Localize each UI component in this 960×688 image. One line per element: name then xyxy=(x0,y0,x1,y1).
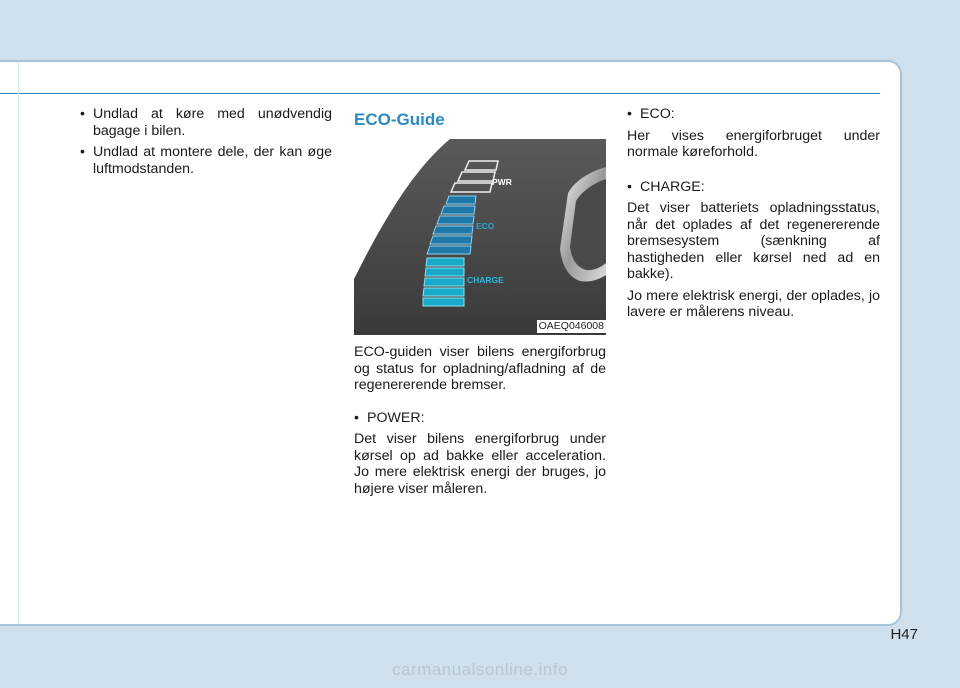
label-eco: ECO xyxy=(476,221,495,231)
manual-page xyxy=(0,60,902,626)
margin-rule xyxy=(18,62,19,624)
label-charge: CHARGE xyxy=(467,275,504,285)
header-rule xyxy=(0,93,880,94)
column-2 xyxy=(354,106,606,497)
charge-segments xyxy=(423,258,464,306)
section-title-eco-guide: ECO-Guide xyxy=(354,110,445,129)
eco-guide-gauge-illustration xyxy=(354,139,606,335)
charge-text-2: Jo mere elektrisk energi, der oplades, jo lavere er målerens niveau. xyxy=(627,287,880,320)
eco-text: Her vises energiforbruget under normale køreforhold. xyxy=(627,127,880,160)
eco-heading: • ECO: xyxy=(627,106,880,123)
bullet-air-resistance: • Undlad at montere dele, der kan øge luftmodstanden. xyxy=(80,144,332,177)
page-number: H47 xyxy=(890,626,918,643)
label-pwr: PWR xyxy=(492,177,512,187)
charge-text-1: Det viser batteriets opladningsstatus, når det oplades af det regenererende bremsesystem (sænkning af hastigheden eller kørsel ned ad en bakke). xyxy=(627,200,880,282)
figure-code: OAEQ046008 xyxy=(538,320,604,332)
column-3 xyxy=(627,106,880,321)
eco-guide-intro: ECO-guiden viser bilens energiforbrug og status for opladning/afladning af de regenererende bremser. xyxy=(354,344,606,393)
power-text: Det viser bilens energiforbrug under kørsel op ad bakke eller acceleration. Jo mere elektrisk energi der bruges, jo højere viser måleren. xyxy=(354,431,606,497)
eco-guide-figure xyxy=(354,139,606,335)
power-heading: • POWER: xyxy=(354,410,606,427)
bullet-luggage: • Undlad at køre med unødvendig bagage i bilen. xyxy=(80,106,332,139)
charge-heading: • CHARGE: xyxy=(627,179,880,196)
column-1 xyxy=(80,106,332,182)
watermark: carmanualsonline.info xyxy=(392,660,568,679)
